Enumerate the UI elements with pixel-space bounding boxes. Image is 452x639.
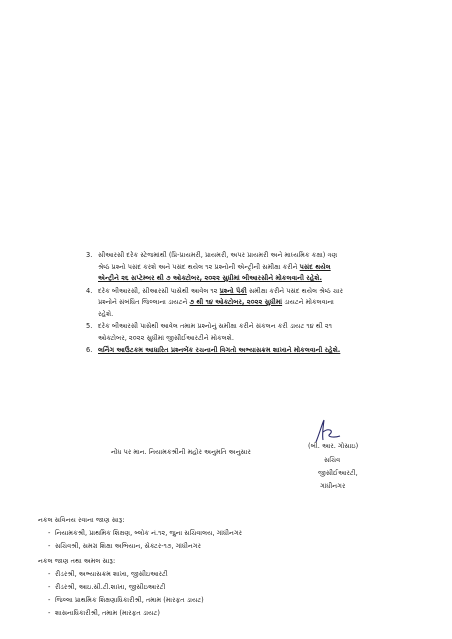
signatory-title: સચિવ xyxy=(324,456,341,464)
handwritten-signature xyxy=(308,418,344,444)
copy-action-item: જિલ્લા પ્રાથમિક શિક્ષણાધિકારીશ્રી, તમામ (મારફત ડાયટ) xyxy=(55,596,204,604)
item-highlight: પસંદ થયેલ xyxy=(299,262,331,271)
item-text: સીઆરસી દરેક સ્ટેજમાંથી (પ્રિ-પ્રાયમરી, પ્રાયમરી, અપર પ્રાયમરી અને માધ્યમિક કક્ષા) ત્રણ xyxy=(98,251,338,259)
item-number: 6. xyxy=(86,346,93,354)
item-text: દરેક બીઆરસી પાસેથી આવેલ તમામ પ્રશ્નોનું સમીક્ષા કરીને સંકલન કરી ડાયટ ૧૪ થી ૨૧ xyxy=(98,322,332,330)
copy-action-heading: નકલ જાણ તથા અમલ સારૂ: xyxy=(38,557,116,565)
item-text: દરેક બીઆરસી, સીઆરસી પાસેથી આવેલ ૧૨ xyxy=(98,286,218,295)
signatory-org: જીસીઈઆરટી, xyxy=(318,469,358,477)
item-highlight: ૭ થી ૧૪ ઓક્ટોબર, ૨૦૨૨ સુધીમાં xyxy=(189,298,283,306)
instruction-list xyxy=(86,250,406,358)
copy-action-item: શાસનાધિકારીશ્રી, તમામ (મારફત ડાયટ) xyxy=(55,609,160,617)
item-highlight: લર્નિંગ આઉટકમ આધારિત પ્રશ્નબેંક રચનાની વિગતો અભ્યાસક્રમ શાખાને મોકલવાની રહેશે. xyxy=(98,346,341,354)
item-number: 3. xyxy=(86,251,93,259)
item-text: શ્રેષ્ઠ પ્રશ્નો પસંદ કરશે અને પસંદ થયેલ ૧૨ પ્રશ્નોની એન્ટ્રીની સમીક્ષા કરીને xyxy=(98,262,298,271)
item-number: 4. xyxy=(86,286,93,295)
item-text: સમીક્ષા કરીને પસંદ થયેલ શ્રેષ્ઠ ચાર xyxy=(248,286,344,295)
item-text: રહેશે. xyxy=(98,309,114,318)
signatory-name: (બી. આર. ગોસાઇ) xyxy=(308,442,359,450)
signatory-city: ગાંધીનગર xyxy=(320,482,346,490)
signature-block xyxy=(308,418,408,513)
approval-note: નોંધ પર માન. નિયામકશ્રીની મહોર અનુમતિ અનુસાર xyxy=(111,448,251,456)
list-item xyxy=(86,250,406,285)
item-text: ડાયટને મોકલવાના xyxy=(284,298,334,306)
item-text: પ્રશ્નોને સંબંધિત જિલ્લાના ડાયટને xyxy=(98,298,188,306)
copy-send-item: સચિવશ્રી, સમગ્ર શિક્ષા અભિયાન, સેક્ટર-૧૭, ગાંધીનગર xyxy=(55,542,202,550)
item-highlight: પ્રશ્નો પૈકી xyxy=(219,286,247,295)
item-text: ઓક્ટોબર, ૨૦૨૨ સુધીમાં જીસીઈઆરટીને મોકલશે. xyxy=(98,333,234,342)
copy-send-heading: નકલ સવિનય રવાના જાણ સારૂ: xyxy=(38,516,125,524)
letter-page: 3. સીઆરસી દરેક સ્ટેજમાંથી (પ્રિ-પ્રાયમરી, પ્રાયમરી, અપર પ્રાયમરી અને માધ્યમિક કક્ષા) ત્રણ શ્રેષ્ઠ પ્રશ્નો પસંદ કરશે અને પસંદ થયેલ ૧૨ પ્રશ્નોની એન્ટ્રીની સમીક્ષા કરીને પસંદ થયેલ એન્ટ્રીને ૨૬ સપ્ટેમ્બર થી ૭ ઓક્ટોબર, ૨૦૨૨ સુધીમાં બીઆરસીને મોકલવાની રહેશે. 4. દરેક બીઆરસી, સીઆરસી પાસેથી આવેલ ૧૨ પ્રશ્નો પૈકી સમીક્ષા કરીને પસંદ થયેલ શ્રેષ્ઠ ચાર પ્રશ્નોને સંબંધિત જિલ્લાના ડાયટને ૭ થી ૧૪ ઓક્ટોબર, ૨૦૨૨ સુધીમાં ડાયટને મોકલવાના રહેશે. 5. દરેક બીઆરસી પાસેથી આવેલ તમામ પ્રશ્નોનું સમીક્ષા કરીને સંકલન કરી ડાયટ ૧૪ થી ૨૧ ઓક્ટોબર, ૨૦૨૨ સુધીમાં જીસીઈઆરટીને મોકલશે. 6. લર્નિંગ આઉટકમ આધારિત પ્રશ્નબેંક રચનાની વિગતો અભ્યાસક્રમ શાખાને મોકલવાની રહેશે. નોંધ પર માન. નિયામકશ્રીની મહોર અનુમતિ અનુસાર (બી. આર. ગોસાઇ) સચિવ જીસીઈઆરટી, ગાંધીનગર નકલ સવિનય રવાના જાણ સારૂ: - નિયામકશ્રી, પ્રાથમિક શિક્ષણ, બ્લોક નં.૧૨, જુના સચિવાલય, ગાંધીનગર - સચિવશ્રી, સમગ્ર શિક્ષા અભિયાન, સેક્ટર-૧૭, ગાંધીનગર નકલ જાણ તથા અમલ સારૂ: - રીડરશ્રી, અભ્યાસક્રમ શાખા, જીસીઇઆરટી - રીડરશ્રી, આઇ.સી.ટી.શાખા, જીસીઇઆરટી - જિલ્લા પ્રાથમિક શિક્ષણાધિકારીશ્રી, તમામ (મારફત ડાયટ) - શાસનાધિકારીશ્રી, તમામ (મારફત ડાયટ) xyxy=(0,0,452,639)
list-item xyxy=(86,345,406,357)
copy-action-item: રીડરશ્રી, આઇ.સી.ટી.શાખા, જીસીઇઆરટી xyxy=(55,583,166,591)
item-highlight: એન્ટ્રીને ૨૬ સપ્ટેમ્બર થી ૭ ઓક્ટોબર, ૨૦૨૨ સુધીમાં બીઆરસીને મોકલવાની રહેશે. xyxy=(98,274,322,282)
list-item xyxy=(86,321,406,344)
item-number: 5. xyxy=(86,322,93,330)
copy-send-item: નિયામકશ્રી, પ્રાથમિક શિક્ષણ, બ્લોક નં.૧૨, જુના સચિવાલય, ગાંધીનગર xyxy=(55,529,243,537)
copy-action-item: રીડરશ્રી, અભ્યાસક્રમ શાખા, જીસીઇઆરટી xyxy=(55,570,168,578)
list-item xyxy=(86,286,406,321)
